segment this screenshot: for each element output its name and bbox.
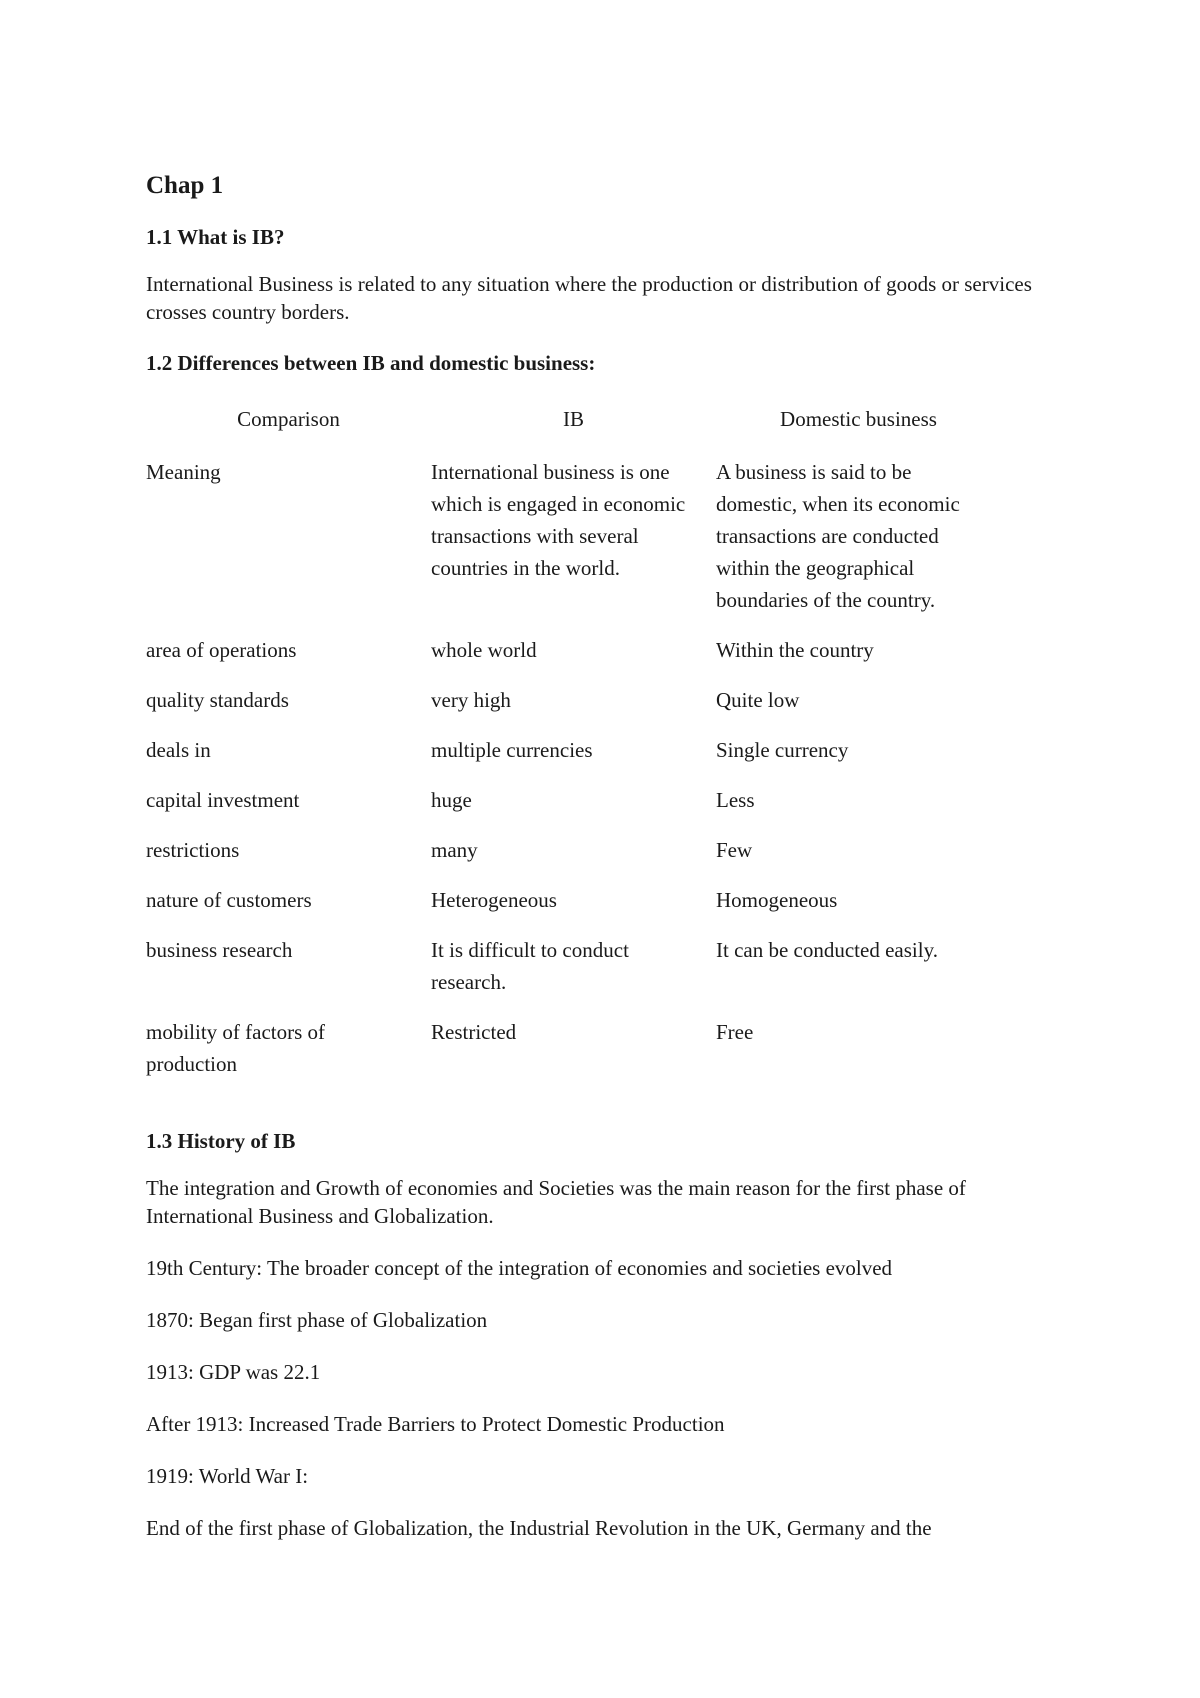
- table-cell: [431, 456, 716, 634]
- section-heading-history: 1.3 History of IB: [146, 1129, 296, 1153]
- cell-text: many: [431, 838, 478, 862]
- table-cell: [146, 734, 431, 784]
- section-paragraph-ib-definition: International Business is related to any situation where the production or distribution of goods or services crosses country borders.: [146, 272, 1032, 324]
- history-paragraph: End of the first phase of Globalization, the Industrial Revolution in the UK, Germany and the: [146, 1516, 932, 1540]
- table-cell: [146, 456, 431, 634]
- history-paragraph: After 1913: Increased Trade Barriers to Protect Domestic Production: [146, 1412, 725, 1436]
- table-header-cell: IB: [563, 407, 584, 431]
- cell-text: It can be conducted easily.: [716, 938, 938, 962]
- history-paragraph: 1913: GDP was 22.1: [146, 1360, 321, 1384]
- table-cell: [716, 934, 1001, 1016]
- table-cell: [716, 456, 1001, 634]
- cell-text: business research: [146, 938, 293, 962]
- table-cell: [716, 1016, 1001, 1098]
- table-row: [146, 784, 1001, 834]
- chapter-title: Chap 1: [146, 172, 224, 199]
- cell-text: huge: [431, 788, 472, 812]
- table-row: [146, 884, 1001, 934]
- table-row: [146, 1016, 1001, 1098]
- table-row: [146, 456, 1001, 634]
- table-header-cell: Comparison: [237, 407, 340, 431]
- cell-text: mobility of factors of production: [146, 1020, 326, 1076]
- cell-text: Free: [716, 1020, 754, 1044]
- table-cell: [146, 684, 431, 734]
- table-cell: [146, 784, 431, 834]
- table-cell: [431, 634, 716, 684]
- table-cell: [146, 884, 431, 934]
- section-heading-differences: 1.2 Differences between IB and domestic business:: [146, 351, 596, 375]
- table-cell: [431, 884, 716, 934]
- table-cell: [431, 684, 716, 734]
- table-cell: [146, 634, 431, 684]
- table-row: [146, 834, 1001, 884]
- cell-text: Single currency: [716, 738, 849, 762]
- comparison-table: [146, 406, 1001, 1098]
- cell-text: A business is said to be domestic, when its economic transactions are conducted within the geographical boundaries of the country.: [716, 460, 960, 612]
- table-header-cell: Domestic business: [780, 407, 937, 431]
- cell-text: Less: [716, 788, 755, 812]
- cell-text: Heterogeneous: [431, 888, 557, 912]
- table-cell: [431, 734, 716, 784]
- cell-text: nature of customers: [146, 888, 312, 912]
- cell-text: restrictions: [146, 838, 240, 862]
- history-paragraph: 1870: Began first phase of Globalization: [146, 1308, 488, 1332]
- cell-text: Homogeneous: [716, 888, 838, 912]
- table-cell: [146, 1016, 431, 1098]
- table-row: [146, 934, 1001, 1016]
- table-cell: [146, 934, 431, 1016]
- table-cell: [716, 684, 1001, 734]
- cell-text: International business is one which is engaged in economic transactions with several countries in the world.: [431, 460, 686, 580]
- table-cell: [716, 834, 1001, 884]
- table-cell: [146, 834, 431, 884]
- table-cell: [431, 784, 716, 834]
- cell-text: Restricted: [431, 1020, 517, 1044]
- cell-text: It is difficult to conduct research.: [431, 938, 629, 994]
- table-cell: [716, 734, 1001, 784]
- history-paragraph: The integration and Growth of economies and Societies was the main reason for the first phase of International Business and Globalization.: [146, 1176, 966, 1228]
- history-paragraph: 19th Century: The broader concept of the integration of economies and societies evolved: [146, 1256, 893, 1280]
- table-header-row: [146, 406, 1001, 456]
- table-cell: [431, 1016, 716, 1098]
- table-cell: [431, 934, 716, 1016]
- table-row: [146, 734, 1001, 784]
- cell-text: Few: [716, 838, 753, 862]
- cell-text: Within the country: [716, 638, 874, 662]
- cell-text: very high: [431, 688, 511, 712]
- cell-text: Meaning: [146, 460, 221, 484]
- table-row: [146, 684, 1001, 734]
- cell-text: quality standards: [146, 688, 289, 712]
- cell-text: Quite low: [716, 688, 800, 712]
- cell-text: multiple currencies: [431, 738, 593, 762]
- table-row: [146, 634, 1001, 684]
- history-paragraph: 1919: World War I:: [146, 1464, 309, 1488]
- cell-text: capital investment: [146, 788, 300, 812]
- document-page: [146, 170, 1066, 1566]
- cell-text: area of operations: [146, 638, 297, 662]
- cell-text: deals in: [146, 738, 211, 762]
- section-heading-what-is-ib: 1.1 What is IB?: [146, 225, 285, 249]
- table-cell: [716, 634, 1001, 684]
- table-cell: [431, 834, 716, 884]
- cell-text: whole world: [431, 638, 537, 662]
- table-cell: [716, 884, 1001, 934]
- table-cell: [716, 784, 1001, 834]
